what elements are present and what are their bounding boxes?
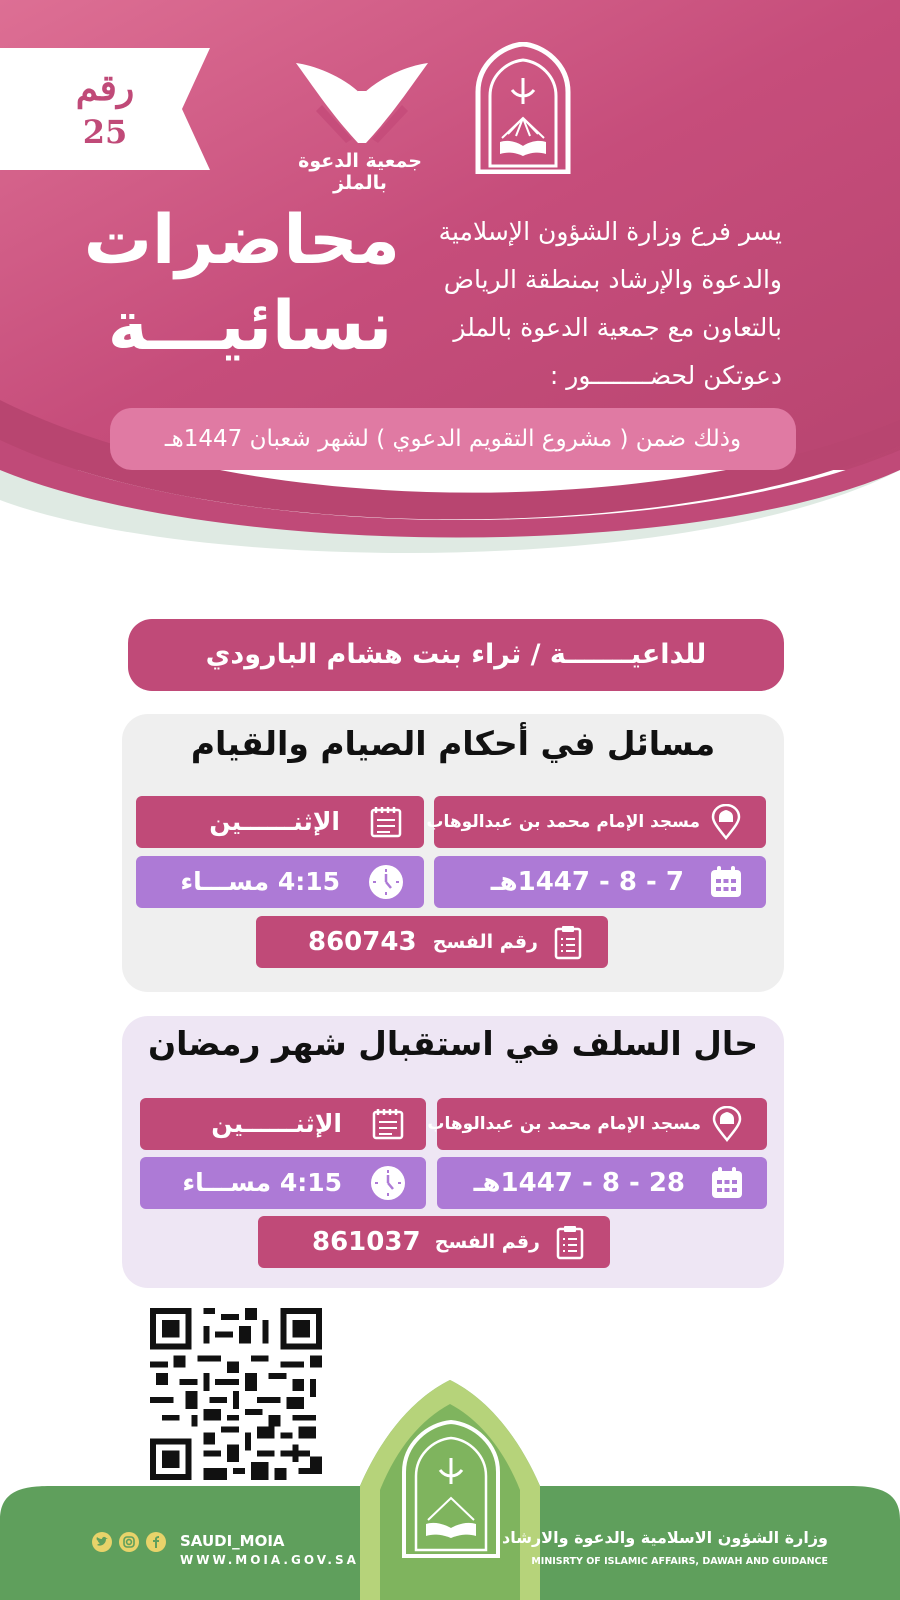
location-cell — [426, 796, 766, 848]
event-title — [83, 198, 400, 370]
lecture-title: مسائل في أحكام الصيام والقيام — [190, 724, 716, 763]
permit-label: رقم الفسح — [434, 1231, 540, 1253]
permit-cell — [258, 1216, 610, 1268]
date-text: 7 - 8 - 1447هـ — [490, 867, 684, 897]
day-text: الإثنــــــين — [211, 1109, 342, 1138]
time-cell — [140, 1157, 426, 1209]
date-cell — [434, 856, 766, 908]
permit-number: 861037 — [312, 1227, 421, 1257]
intro-text — [382, 208, 782, 400]
intro-line: دعوتكن لحضــــــــور : — [549, 361, 782, 390]
calendar-pad-icon — [368, 804, 404, 840]
location-mosque-icon — [708, 804, 744, 840]
lecture-card — [122, 1016, 784, 1288]
clock-icon — [370, 1165, 406, 1201]
date-text: 28 - 8 - 1447هـ — [473, 1168, 685, 1198]
clipboard-icon — [550, 924, 586, 960]
dawah-association-logo — [292, 55, 432, 150]
ministry-name-en: MINISRTY OF ISLAMIC AFFAIRS, DAWAH AND GUIDANCE — [531, 1556, 828, 1567]
clock-icon — [368, 864, 404, 900]
badge-text — [40, 66, 170, 154]
calendar-grid-icon — [709, 1165, 745, 1201]
event-title-line: نسائيـــة — [107, 287, 393, 366]
permit-number: 860743 — [308, 927, 417, 957]
project-banner: وذلك ضمن ( مشروع التقويم الدعوي ) لشهر شعبان 1447هـ — [110, 408, 796, 470]
permit-label: رقم الفسح — [432, 931, 538, 953]
social-handle[interactable]: SAUDI_MOIA — [180, 1532, 285, 1550]
intro-line: بالتعاون مع جمعية الدعوة بالملز — [453, 313, 782, 342]
website-url[interactable]: WWW.MOIA.GOV.SA — [180, 1553, 359, 1567]
intro-line: يسر فرع وزارة الشؤون الإسلامية — [438, 217, 782, 246]
calendar-pad-icon — [370, 1106, 406, 1142]
lecture-card — [122, 714, 784, 992]
facebook-icon[interactable] — [146, 1532, 166, 1552]
location-text: مسجد الإمام محمد بن عبدالوهاب — [427, 1114, 701, 1134]
instagram-icon[interactable] — [119, 1532, 139, 1552]
badge-number: 25 — [82, 113, 128, 151]
ministry-footer-emblem-icon — [396, 1418, 506, 1558]
location-text: مسجد الإمام محمد بن عبدالوهاب — [426, 812, 700, 832]
time-text: 4:15 مســـاء — [180, 867, 340, 896]
location-cell — [427, 1098, 767, 1150]
ministry-emblem-icon — [472, 42, 574, 174]
permit-cell — [256, 916, 608, 968]
time-text: 4:15 مســـاء — [182, 1168, 342, 1197]
day-cell — [136, 796, 424, 848]
intro-line: والدعوة والإرشاد بمنطقة الرياض — [443, 265, 782, 294]
calendar-grid-icon — [708, 864, 744, 900]
date-cell — [437, 1157, 767, 1209]
clipboard-icon — [552, 1224, 588, 1260]
lecture-title: حال السلف في استقبال شهر رمضان — [147, 1024, 759, 1063]
location-mosque-icon — [709, 1106, 745, 1142]
speaker-banner: للداعيـــــــة / ثراء بنت هشام البارودي — [128, 619, 784, 691]
event-title-line: محاضرات — [83, 201, 400, 280]
time-cell — [136, 856, 424, 908]
badge-word: رقم — [75, 67, 135, 109]
day-text: الإثنــــــين — [209, 807, 340, 836]
ministry-name-ar: وزارة الشؤون الاسلامية والدعوة والارشاد — [502, 1528, 828, 1547]
day-cell — [140, 1098, 426, 1150]
org-name: جمعية الدعوة بالملز — [298, 150, 422, 194]
twitter-icon[interactable] — [92, 1532, 112, 1552]
